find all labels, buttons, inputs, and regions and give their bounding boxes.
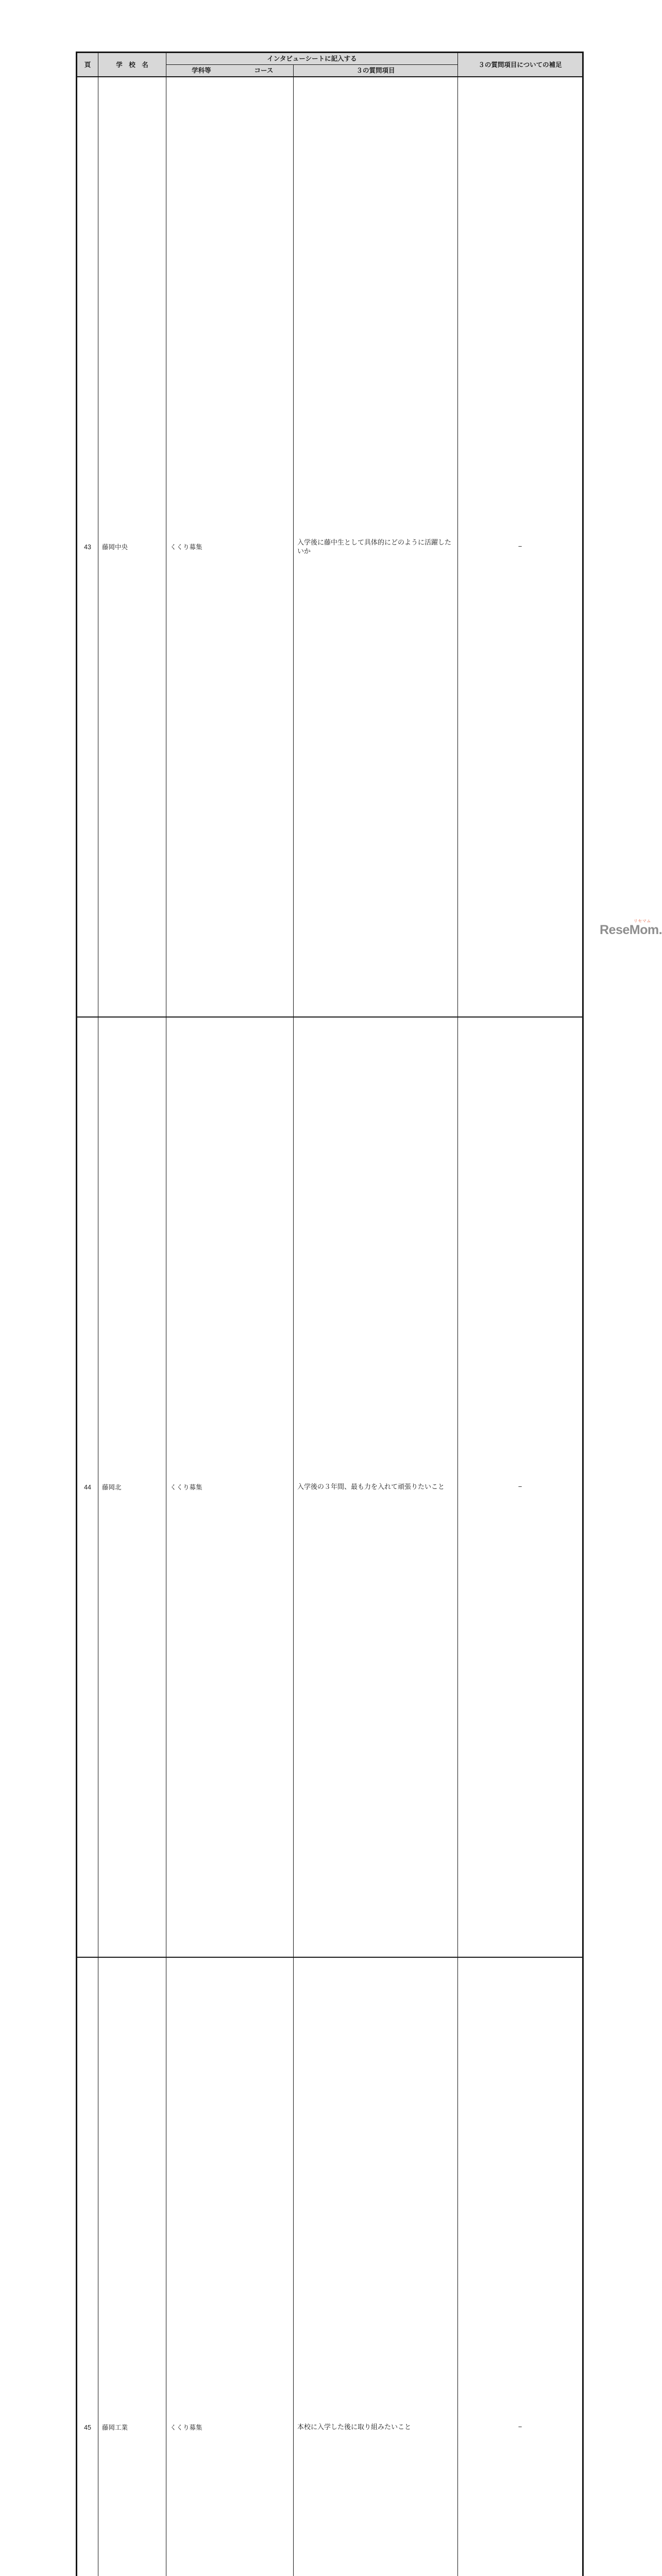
page-number-cell: 45 bbox=[77, 1957, 98, 2576]
department-cell: くくり募集 bbox=[166, 1957, 294, 2576]
school-name-cell: 藤岡北 bbox=[98, 1017, 166, 1957]
department-cell: くくり募集 bbox=[166, 1017, 294, 1957]
document-page bbox=[0, 0, 659, 940]
logo-text: ReseMom. bbox=[600, 923, 654, 938]
selection-table bbox=[77, 53, 583, 2576]
dept-course-labels bbox=[167, 66, 292, 75]
logo-ruby-text: リセマム bbox=[600, 918, 651, 923]
selection-table-frame bbox=[76, 52, 584, 2576]
resemom-logo bbox=[600, 918, 654, 938]
selection-tables-area bbox=[76, 52, 659, 2576]
department-cell: くくり募集 bbox=[166, 77, 294, 1017]
question-cell: 入学後に藤中生として具体的にどのように活躍したいか bbox=[294, 77, 458, 1017]
col-header-dept-course bbox=[166, 65, 294, 77]
supplement-cell: − bbox=[458, 1017, 583, 1957]
supplement-cell: − bbox=[458, 1957, 583, 2576]
table-row bbox=[77, 1957, 583, 2576]
school-name-cell: 藤岡工業 bbox=[98, 1957, 166, 2576]
col-header-question: ３の質問項目 bbox=[294, 65, 458, 77]
col-header-dept: 学科等 bbox=[167, 66, 235, 75]
table-row bbox=[77, 77, 583, 1017]
col-header-course: コース bbox=[235, 66, 292, 75]
header-row-1 bbox=[77, 53, 583, 65]
col-header-school: 学 校 名 bbox=[98, 53, 166, 77]
col-header-supplement: ３の質問項目についての補足 bbox=[458, 53, 583, 77]
section-1 bbox=[76, 52, 659, 2576]
table-header bbox=[77, 53, 583, 77]
supplement-cell: − bbox=[458, 77, 583, 1017]
table-row bbox=[77, 1017, 583, 1957]
table-body bbox=[77, 77, 583, 2576]
question-cell: 入学後の３年間、最も力を入れて頑張りたいこと bbox=[294, 1017, 458, 1957]
col-header-interview-group: インタビューシートに記入する bbox=[166, 53, 458, 65]
school-name-cell: 藤岡中央 bbox=[98, 77, 166, 1017]
page-number-cell: 44 bbox=[77, 1017, 98, 1957]
col-header-page: 頁 bbox=[77, 53, 98, 77]
question-cell: 本校に入学した後に取り組みたいこと bbox=[294, 1957, 458, 2576]
page-number-cell: 43 bbox=[77, 77, 98, 1017]
